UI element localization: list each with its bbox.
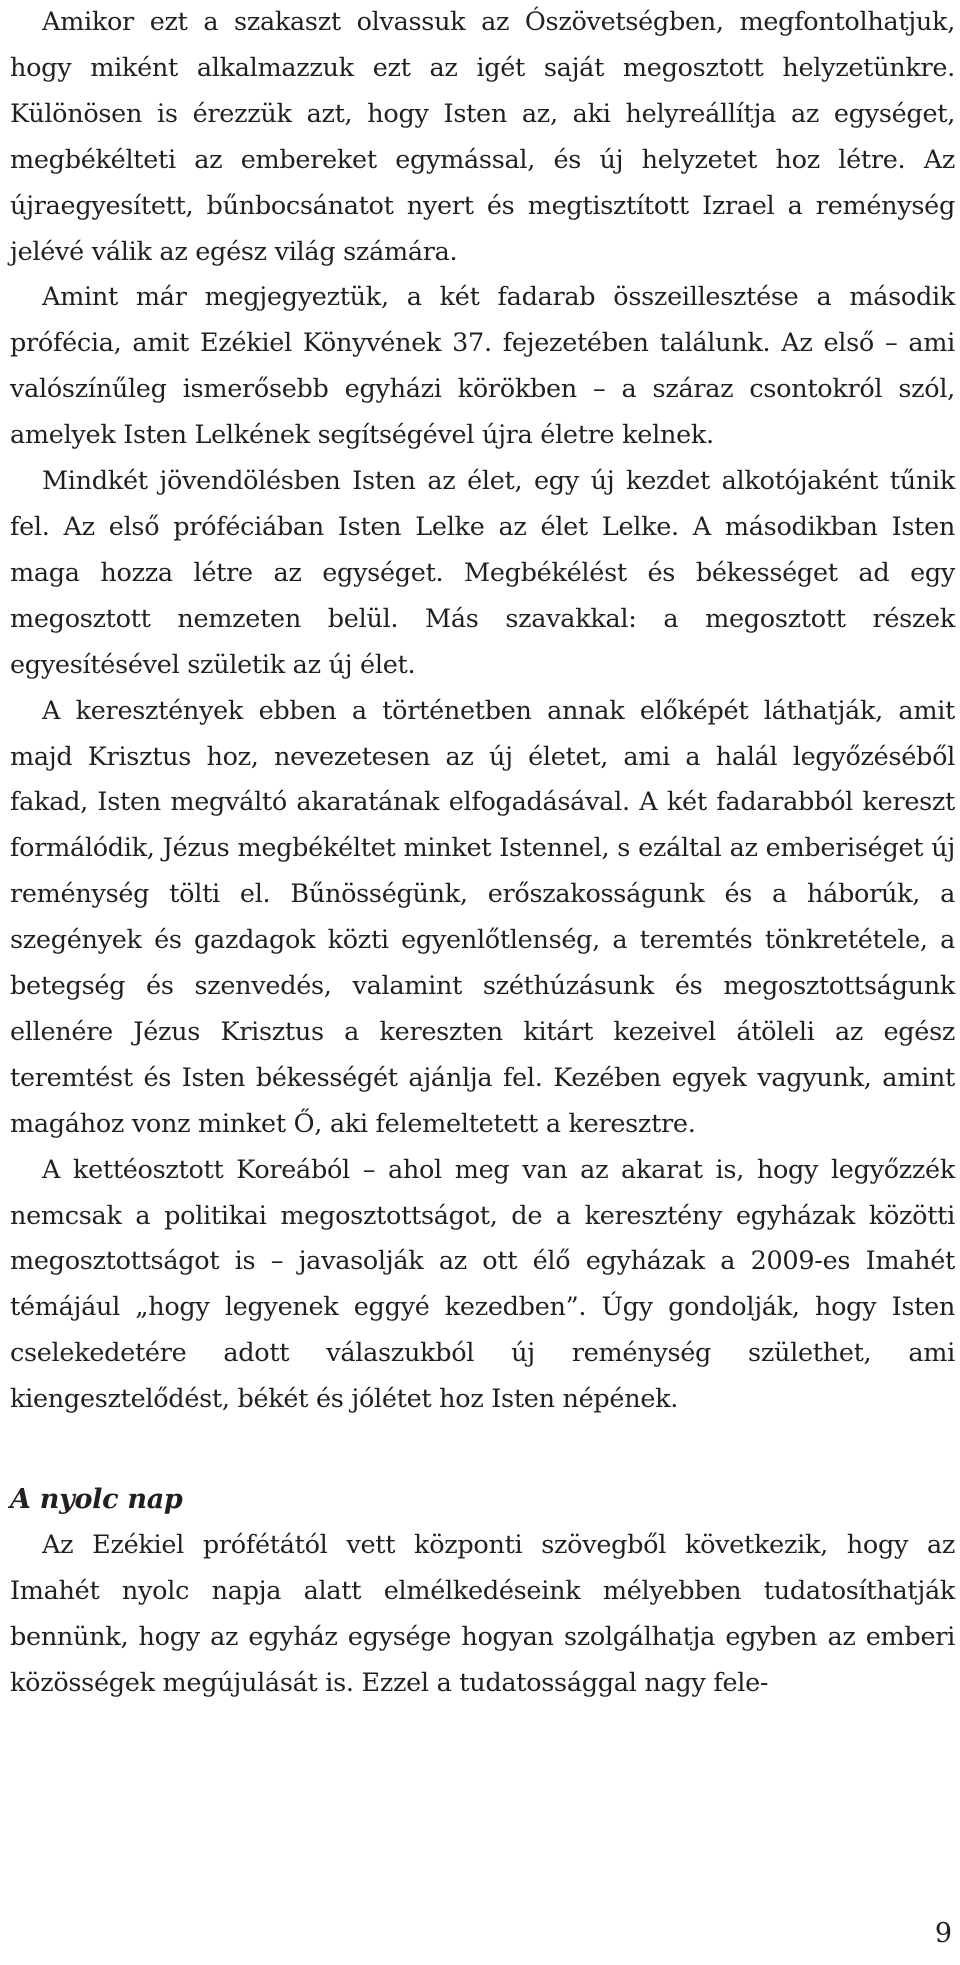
- paragraph-3: Mindkét jövendölésben Isten az élet, egy új kezdet alkotójaként tűnik fel. Az első próféciában Isten Lelke az élet Lelke. A másodikban Isten maga hozza létre az egységet. Megbékélést és békességet ad egy megosztott nemzeten belül. Más szavakkal: a megosztott részek egyesítésével születik az új élet.: [10, 466, 955, 680]
- page-number: 9: [934, 1918, 952, 1949]
- section-paragraph: Az Ezékiel prófétától vett központi szövegből következik, hogy az Imahét nyolc napja alatt elmélkedéseink mélyebben tudatosíthatják bennünk, hogy az egyház egysége hogyan szolgálhatja egyben az emberi közösségek megújulását is. Ezzel a tudatossággal nagy fele-: [10, 1530, 955, 1698]
- paragraph-5: A kettéosztott Koreából – ahol meg van az akarat is, hogy legyőzzék nemcsak a politikai megosztottságot, de a keresztény egyházak közötti megosztottságot is – javasolják az ott élő egyházak a 2009-es Imahét témájául „hogy legyenek eggyé kezedben”. Úgy gondolják, hogy Isten cselekedetére adott válaszukból új reménység születhet, ami kiengesztelődést, békét és jólétet hoz Isten népének.: [10, 1154, 955, 1415]
- section-heading: A nyolc nap: [10, 1484, 183, 1516]
- page-body: [10, 0, 955, 1707]
- paragraph-2: Amint már megjegyeztük, a két fadarab összeillesztése a második prófécia, amit Ezékiel Könyvének 37. fejezetében találunk. Az első – ami valószínűleg ismerősebb egyházi körökben – a száraz csontokról szól, amelyek Isten Lelkének segítségével újra életre kelnek.: [10, 282, 955, 451]
- paragraph-4: A keresztények ebben a történetben annak előképét láthatják, amit majd Krisztus hoz, nevezetesen az új életet, ami a halál legyőzéséből fakad, Isten megváltó akaratának elfogadásával. A két fadarabból kereszt formálódik, Jézus megbékéltet minket Istennel, s ezáltal az emberiséget új reménység tölti el. Bűnösségünk, erőszakosságunk és a háborúk, a szegények és gazdagok közti egyenlőtlenség, a teremtés tönkretétele, a betegség és szenvedés, valamint széthúzásunk és megosztottságunk ellenére Jézus Krisztus a kereszten kitárt kezeivel átöleli az egész teremtést és Isten békességét ajánlja fel. Kezében egyek vagyunk, amint magához vonz minket Ő, aki felemeltetett a keresztre.: [10, 695, 955, 1139]
- paragraph-1: Amikor ezt a szakaszt olvassuk az Ószövetségben, megfontolhatjuk, hogy miként alkalmazzuk ezt az igét saját megosztott helyzetünkre. Különösen is érezzük azt, hogy Isten az, aki helyreállítja az egységet, megbékélteti az embereket egymással, és új helyzetet hoz létre. Az újraegyesített, bűnbocsánatot nyert és megtisztított Izrael a reménység jelévé válik az egész világ számára.: [10, 7, 955, 267]
